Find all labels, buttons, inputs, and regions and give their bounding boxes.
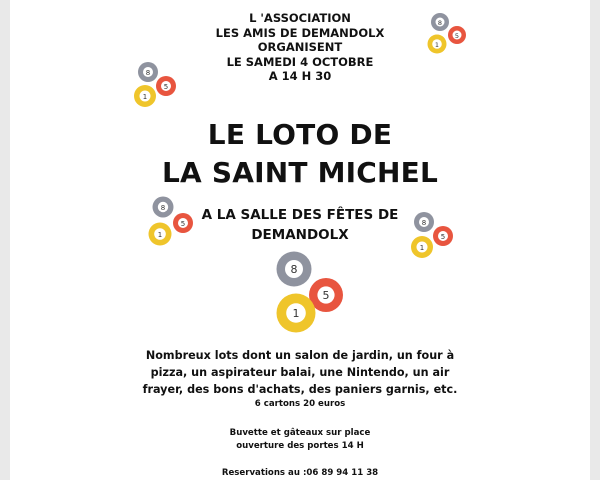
svg-text:5: 5: [454, 32, 460, 40]
price-text: 6 cartons 20 euros: [254, 399, 346, 409]
svg-text:1: 1: [157, 231, 163, 239]
ball-grey-icon: [138, 62, 158, 82]
prizes-line-3: frayer, des bons d'achats, des paniers garnis, etc.: [142, 383, 458, 396]
header-line-time: A 14 H 30: [268, 69, 332, 84]
svg-text:5: 5: [180, 220, 186, 228]
ball-red-icon: [433, 226, 453, 246]
header-line-club: LES AMIS DE DEMANDOLX: [215, 25, 385, 40]
ball-red-number: 5: [163, 83, 169, 91]
organizer-header: [10, 11, 590, 84]
svg-text:8: 8: [160, 204, 166, 212]
ball-grey-icon: [153, 197, 174, 218]
svg-text:1: 1: [292, 307, 300, 320]
reservations-text: Reservations au :06 89 94 11 38: [221, 468, 379, 478]
lottery-balls-top-right: [422, 8, 482, 60]
buvette-text: Buvette et gâteaux sur place: [229, 428, 371, 438]
lottery-balls-mid-right: [404, 202, 464, 262]
ball-grey-icon: [431, 13, 449, 31]
ball-grey-icon: [277, 252, 312, 287]
header-line-association: L 'ASSOCIATION: [249, 11, 351, 25]
venue-line-2: DEMANDOLX: [251, 227, 349, 243]
svg-text:8: 8: [421, 219, 427, 227]
header-line-organise: ORGANISENT: [257, 40, 343, 55]
ball-red-icon: [448, 26, 466, 44]
title-line-2: LA SAINT MICHEL: [161, 156, 439, 189]
svg-text:5: 5: [322, 289, 330, 302]
event-details: [10, 347, 590, 479]
ball-red-icon: [173, 213, 193, 233]
header-line-date: LE SAMEDI 4 OCTOBRE: [226, 54, 374, 69]
flyer-page: [10, 0, 590, 480]
ball-yellow-icon: [411, 236, 433, 258]
svg-text:8: 8: [437, 19, 443, 27]
ball-yellow-icon: [277, 294, 316, 333]
ball-yellow-number: 1: [142, 93, 148, 101]
prizes-line-1: Nombreux lots dont un salon de jardin, un four à: [145, 349, 455, 362]
lottery-balls-mid-left: [143, 190, 213, 250]
svg-text:1: 1: [434, 41, 440, 49]
svg-text:5: 5: [440, 233, 446, 241]
opening-text: ouverture des portes 14 H: [236, 440, 364, 451]
ball-red-icon: [156, 76, 176, 96]
ball-yellow-icon: [149, 223, 172, 246]
prizes-line-2: pizza, un aspirateur balai, une Nintendo, un air: [150, 366, 450, 379]
venue-heading: [10, 205, 590, 245]
lottery-balls-center: [260, 246, 360, 338]
svg-text:1: 1: [419, 244, 425, 252]
ball-yellow-icon: [134, 85, 156, 107]
svg-text:8: 8: [290, 263, 298, 276]
lottery-balls-top-left: [128, 56, 198, 116]
venue-line-1: A LA SALLE DES FÊTES DE: [201, 207, 399, 223]
event-title: [10, 116, 590, 192]
ball-grey-number: 8: [145, 69, 151, 77]
title-line-1: LE LOTO DE: [207, 118, 393, 151]
ball-grey-icon: [414, 212, 434, 232]
ball-yellow-icon: [428, 35, 447, 54]
